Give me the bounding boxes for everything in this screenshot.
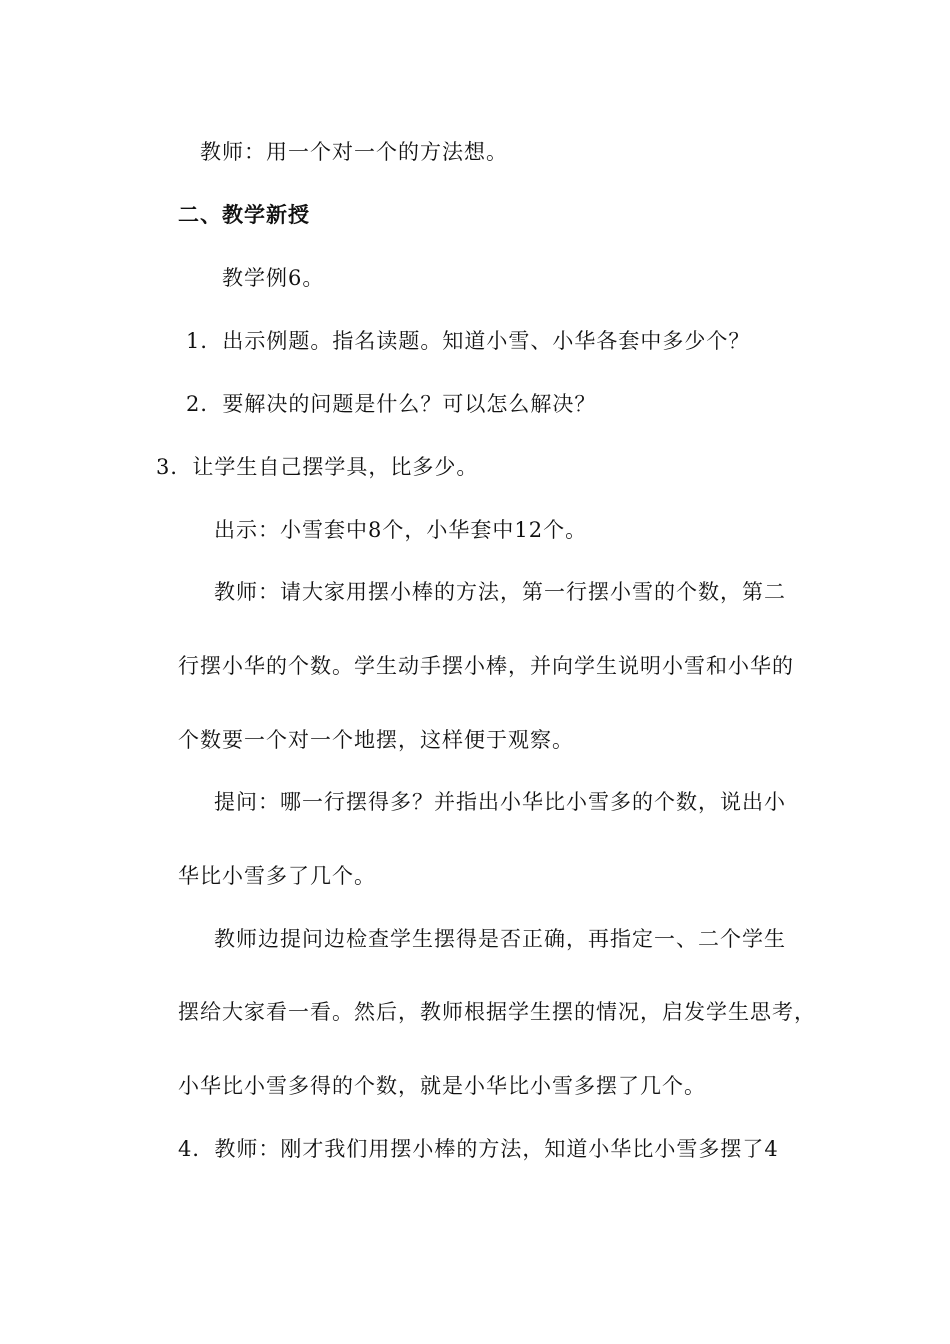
paragraph-example-6: 教学例6。 — [222, 266, 325, 290]
paragraph-question-line1: 提问：哪一行摆得多？并指出小华比小雪多的个数，说出小 — [214, 790, 786, 814]
paragraph-check-line1: 教师边提问边检查学生摆得是否正确，再指定一、二个学生 — [214, 927, 786, 951]
paragraph-question-line2: 华比小雪多了几个。 — [178, 864, 376, 888]
list-item-3: 3．让学生自己摆学具，比多少。 — [156, 455, 479, 479]
list-item-1: 1．出示例题。指名读题。知道小雪、小华各套中多少个？ — [186, 329, 751, 353]
list-item-4: 4．教师：刚才我们用摆小棒的方法，知道小华比小雪多摆了4 — [178, 1137, 779, 1161]
paragraph-teacher-method: 教师：用一个对一个的方法想。 — [200, 140, 508, 164]
paragraph-check-line2: 摆给大家看一看。然后，教师根据学生摆的情况，启发学生思考， — [178, 1000, 816, 1024]
paragraph-check-line3: 小华比小雪多得的个数，就是小华比小雪多摆了几个。 — [178, 1074, 706, 1098]
paragraph-teacher-instruction-line3: 个数要一个对一个地摆，这样便于观察。 — [178, 728, 574, 752]
paragraph-teacher-instruction-line2: 行摆小华的个数。学生动手摆小棒，并向学生说明小雪和小华的 — [178, 654, 794, 678]
paragraph-teacher-instruction-line1: 教师：请大家用摆小棒的方法，第一行摆小雪的个数，第二 — [214, 580, 786, 604]
section-heading-new-teaching: 二、教学新授 — [178, 203, 310, 227]
paragraph-show-counts: 出示：小雪套中8个，小华套中12个。 — [214, 518, 588, 542]
list-item-2: 2．要解决的问题是什么？可以怎么解决？ — [186, 392, 597, 416]
